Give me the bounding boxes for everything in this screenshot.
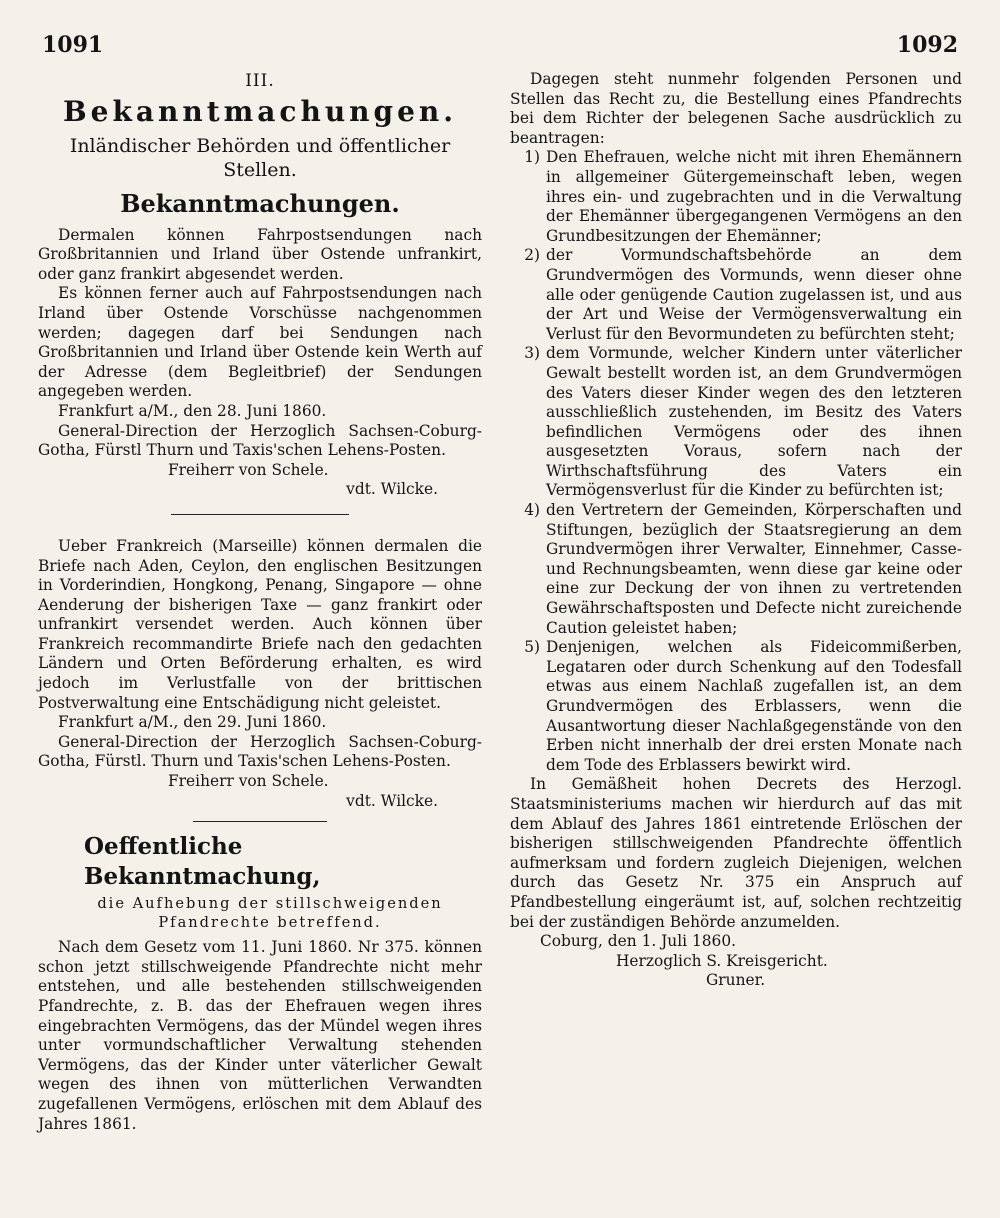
intro-paragraph: Dagegen steht nunmehr folgenden Personen und Stellen das Recht zu, die Bestellung eines Pfandrechts bei dem Richter der belegenen Sache ausdrücklich zu beantragen: bbox=[510, 70, 962, 147]
section-title: Bekanntmachungen. bbox=[62, 94, 458, 128]
list-number: 2) bbox=[524, 246, 540, 265]
notice-paragraph: Nach dem Gesetz vom 11. Juni 1860. Nr 375. können schon jetzt stillschweigende Pfandrechte nicht mehr entstehen, und alle bestehenden stillschweigenden Pfandrechte, z. B. das der Ehefrauen wegen ihres eingebrachten Vermögens, das der Mündel wegen ihres unter vormundschaftlicher Verwaltung stehenden Vermögens, das der Kinder unter väterlicher Gewalt wegen des ihnen von mütterlichen Verwandten zugefallenen Vermögens, erlöschen mit dem Ablauf des Jahres 1861. bbox=[38, 938, 482, 1133]
list-text: dem Vormunde, welcher Kindern unter väterlicher Gewalt bestellt worden ist, an dem Grundvermögen des Vaters dieser Kinder wegen des den letzteren ausschließlich zustehenden, im Besitz des Vaters befindlichen Vermögens oder des ihnen ausgesetzten Voraus, sofern nach der Wirthschaftsführung des Vaters ein Vermögensverlust für die Kinder zu befürchten ist; bbox=[546, 344, 962, 500]
issuing-authority: General-Direction der Herzoglich Sachsen-Coburg-Gotha, Fürstl. Thurn und Taxis'schen Lehens-Posten. bbox=[38, 732, 482, 771]
public-notice-heading: Oeffentliche Bekanntmachung, bbox=[84, 833, 321, 891]
section-subtitle: Inländischer Behörden und öffentlicher Stellen. bbox=[69, 134, 451, 181]
list-item bbox=[510, 344, 962, 501]
issuing-court: Herzoglich S. Kreisgericht. bbox=[616, 951, 828, 970]
signatory-name: Gruner. bbox=[706, 971, 766, 990]
countersignature: vdt. Wilcke. bbox=[346, 791, 438, 810]
notice-heading: Bekanntmachungen. bbox=[120, 188, 400, 218]
divider bbox=[193, 821, 326, 822]
notice-post-britain bbox=[38, 226, 482, 500]
notice-paragraph: Es können ferner auch auf Fahrpostsendungen nach Irland über Ostende Vorschüsse nachgenommen werden; dagegen darf bei Sendungen nach Großbritannien und Irland über Ostende kein Werth auf der Adresse (dem Begleitbrief) der Sendungen angegeben werden. bbox=[38, 284, 482, 401]
divider bbox=[171, 514, 349, 515]
list-item bbox=[510, 148, 962, 246]
list-number: 4) bbox=[524, 501, 540, 520]
list-text: den Vertretern der Gemeinden, Körperschaften und Stiftungen, bezüglich der Staatsregierung an dem Grundvermögen ihrer Verwalter, Einnehmer, Casse- und Rechnungsbeamten, wenn diese gar keine oder eine zur Deckung der von ihnen zu vertretenden Gewährschaftsposten und Defecte nicht zureichende Caution geleistet haben; bbox=[546, 501, 962, 637]
place-date: Frankfurt a/M., den 29. Juni 1860. bbox=[58, 713, 327, 732]
notice-paragraph: Dermalen können Fahrpostsendungen nach Großbritannien und Irland über Ostende unfrankirt, oder ganz frankirt abgesendet werden. bbox=[38, 225, 482, 283]
page-number-left: 1091 bbox=[42, 32, 104, 58]
left-column bbox=[38, 70, 482, 1134]
list-text: Den Ehefrauen, welche nicht mit ihren Ehemännern in allgemeiner Gütergemeinschaft leben, wegen ihres ein- und zugebrachten und in die Verwaltung der Ehemänner übergegangenen Vermögens an den Grundbesitzungen der Ehemänner; bbox=[546, 148, 962, 245]
notice-pfandrechte bbox=[38, 832, 482, 1134]
list-number: 3) bbox=[524, 344, 540, 363]
list-item bbox=[510, 501, 962, 638]
list-item bbox=[510, 246, 962, 344]
entitled-list bbox=[510, 148, 962, 775]
list-item bbox=[510, 638, 962, 775]
section-number: III. bbox=[245, 71, 275, 91]
place-date: Frankfurt a/M., den 28. Juni 1860. bbox=[58, 401, 327, 420]
list-number: 5) bbox=[524, 638, 540, 657]
list-text: Denjenigen, welchen als Fideicommißerben, Legataren oder durch Schenkung auf den Todesfall etwas aus einem Nachlaß zugefallen ist, an dem Grundvermögen des Erblassers, wenn die Ausantwortung dieser Nachlaßgegenstände von den Erben nicht innerhalb der drei ersten Monate nach dem Tode des Erblassers bewirkt wird. bbox=[546, 638, 962, 774]
place-date: Coburg, den 1. Juli 1860. bbox=[540, 932, 737, 951]
signatory-name: Freiherr von Schele. bbox=[168, 772, 329, 791]
signatory-name: Freiherr von Schele. bbox=[168, 460, 329, 479]
notice-paragraph: Ueber Frankreich (Marseille) können dermalen die Briefe nach Aden, Ceylon, den englischen Besitzungen in Vorderindien, Hongkong, Penang, Singapore — ohne Aenderung der bisherigen Taxe — ganz frankirt oder unfrankirt versendet werden. Auch können über Frankreich recommandirte Briefe nach den gedachten Ländern und Orten Beförderung erhalten, es wird jedoch im Verlustfalle von der brittischen Postverwaltung eine Entschädigung nicht geleistet. bbox=[38, 536, 482, 712]
page-number-right: 1092 bbox=[896, 32, 958, 58]
issuing-authority: General-Direction der Herzoglich Sachsen-Coburg-Gotha, Fürstl Thurn und Taxis'schen Lehens-Posten. bbox=[38, 421, 482, 460]
list-text: der Vormundschaftsbehörde an dem Grundvermögen des Vormunds, wenn dieser ohne alle oder genügende Caution zugelassen ist, und aus der Art und Weise der Vermögensverwaltung ein Verlust für den Bevormundeten zu befürchten steht; bbox=[546, 246, 962, 343]
notice-post-france bbox=[38, 537, 482, 811]
list-number: 1) bbox=[524, 148, 540, 167]
right-column bbox=[510, 70, 962, 991]
countersignature: vdt. Wilcke. bbox=[346, 480, 438, 499]
public-notice-subheading: die Aufhebung der stillschweigenden Pfandrechte betreffend. bbox=[97, 895, 443, 932]
closing-paragraph: In Gemäßheit hohen Decrets des Herzogl. Staatsministeriums machen wir hierdurch auf das mit dem Ablauf des Jahres 1861 eintretende Erlöschen der bisherigen stillschweigenden Pfandrechte öffentlich aufmerksam und fordern zugleich Diejenigen, welchen durch das Gesetz Nr. 375 ein Anspruch auf Pfandbestellung eingeräumt ist, auf, solchen rechtzeitig bei der zuständigen Behörde anzumelden. bbox=[510, 775, 962, 931]
